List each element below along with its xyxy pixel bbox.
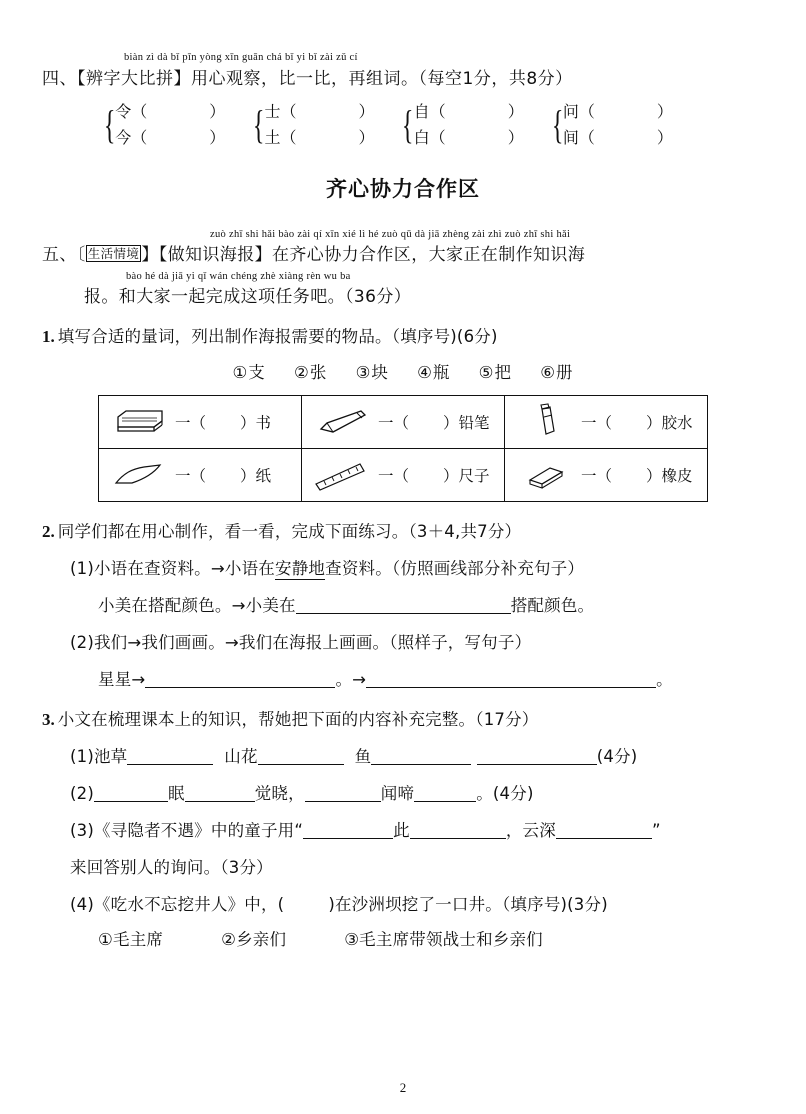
item-text-b: 查资料。（仿照画线部分补充句子） [325,559,585,578]
page-content [42,52,764,950]
eraser-icon [511,455,581,495]
item-label: (1) [70,747,94,766]
item-text: ，云深 [505,821,556,840]
answer-blank[interactable] [127,748,213,765]
answer-suffix: 搭配颜色。 [510,596,595,615]
brace-item-bottom: 今（ ） [115,128,226,147]
choice-item: ④瓶 [417,363,451,382]
item-text: 我们→我们画画。→我们在海报上画画。（照样子，写句子） [93,633,532,652]
table-cell [99,396,302,449]
table-cell [302,449,505,502]
answer-end: 。 [656,670,673,689]
brace-item-bottom: 白（ ） [413,128,524,147]
scenario-badge: 生活情境 [87,246,140,261]
section-5 [42,229,764,307]
item-text: 小语在查资料。→小语在 [93,559,276,578]
brace-item-bottom: 土（ ） [264,128,375,147]
page-number: 2 [399,1080,407,1095]
cell-text: 一（ ）尺子 [378,467,490,485]
question-3-item-4 [70,891,764,915]
question-3-number: 3. [42,710,55,729]
brace-item-top: 士（ ） [264,102,375,121]
ruler-icon [308,455,378,495]
item-text: 闻啼 [380,784,415,803]
question-3-item-3-line2: 来回答别人的询问。（3分） [70,858,273,877]
item-text: )在沙洲坝挖了一口井。（填序号)(3分) [328,895,608,914]
item-text: 山花 [224,747,258,766]
cell-text: 一（ ）橡皮 [581,467,693,485]
question-3-item-3 [70,817,764,841]
brace-icon: { [253,102,265,147]
cell-text: 一（ ）铅笔 [378,414,490,432]
answer-prefix: 星星→ [98,670,146,689]
table-cell [302,396,505,449]
question-2-text: 同学们都在用心制作，看一看，完成下面练习。（3＋4,共7分） [57,522,522,541]
answer-blank[interactable] [258,748,344,765]
option-item: ②乡亲们 [221,930,287,949]
brace-group [548,99,673,151]
item-text: 池草 [93,747,128,766]
choice-item: ③块 [355,363,389,382]
answer-blank[interactable] [371,748,471,765]
answer-blank[interactable] [303,822,393,839]
question-2-number: 2. [42,522,55,541]
question-1-choices [42,359,764,383]
answer-blank[interactable] [414,785,476,802]
wave-underlined-text: 安静地 [275,559,326,578]
answer-blank[interactable] [410,822,506,839]
brace-icon: { [402,102,414,147]
item-label: (2) [70,784,94,803]
paper-icon [105,455,175,495]
section-5-line-2: 报。和大家一起完成这项任务吧。（36分） [84,287,412,307]
cell-text: 一（ ）纸 [175,467,272,485]
section-5-pinyin-1: zuò zhī shi hǎi bào zài qí xīn xié lì hé zuò qū dà jiā zhèng zài zhì zuò zhī shi hǎi [210,229,571,240]
glue-icon [511,402,581,442]
brace-group [249,99,374,151]
answer-blank[interactable] [366,671,656,688]
question-3-item-2 [70,780,764,804]
brace-group [398,99,523,151]
section-4-brace-row [42,99,764,151]
question-1-text: 填写合适的量词，列出制作海报需要的物品。（填序号)(6分) [57,327,498,346]
item-label: (3) [70,821,94,840]
brace-icon: { [103,102,116,147]
item-score: (4分) [596,747,638,766]
answer-mid: 。→ [335,670,367,689]
question-2-item-1-answer [98,592,764,616]
item-text: 《寻隐者不遇》中的童子用“ [93,821,304,840]
option-item: ③毛主席带领战士和乡亲们 [344,930,543,949]
option-item: ①毛主席 [98,930,164,949]
choice-item: ②张 [294,363,328,382]
item-label: (2) [70,633,94,652]
choice-item: ⑤把 [478,363,512,382]
section-5-line-1: 五、〔 生活情境 】【做知识海报】在齐心协力合作区，大家正在制作知识海 [42,245,586,265]
answer-blank[interactable] [296,597,511,614]
table-row [99,396,708,449]
question-2-item-2-answer [98,666,764,690]
section-heading: 齐心协力合作区 [326,177,480,201]
section-4 [42,52,764,151]
item-text: 此 [393,821,410,840]
table-row [99,449,708,502]
brace-item-top: 令（ ） [115,102,226,121]
item-text: 鱼 [354,747,372,766]
answer-blank[interactable] [145,671,335,688]
question-3-item-4-options [98,926,764,950]
brace-item-top: 问（ ） [562,102,673,121]
answer-blank[interactable] [185,785,255,802]
item-text: 觉晓， [254,784,305,803]
item-label: (1) [70,559,94,578]
brace-icon: { [551,102,564,147]
question-1 [42,323,764,347]
item-score: 。(4分) [476,784,534,803]
question-1-table [98,395,708,502]
cell-text: 一（ ）书 [175,414,272,432]
brace-item-top: 自（ ） [413,102,524,121]
section-4-pinyin: biàn zì dà bǐ pīn yòng xīn guān chá bǐ yi bǐ zài zǔ cí [124,52,358,63]
pencil-icon [308,402,378,442]
item-text: ” [651,821,661,840]
question-3-item-1 [70,743,764,767]
question-2-item-2 [70,629,764,653]
question-3-text: 小文在梳理课本上的知识，帮她把下面的内容补充完整。（17分） [57,710,539,729]
item-text: 《吃水不忘挖井人》中，( [93,895,285,914]
book-icon [105,402,175,442]
table-cell [505,449,708,502]
answer-prefix: 小美在搭配颜色。→小美在 [98,596,296,615]
item-label: (4) [70,895,94,914]
question-2-item-1 [70,555,764,579]
table-cell [99,449,302,502]
section-4-title: 四、【辨字大比拼】用心观察，比一比，再组词。（每空1分，共8分） [42,69,573,89]
answer-blank[interactable] [94,785,168,802]
section-5-pinyin-2: bào hé dà jiā yi qǐ wán chéng zhè xiàng rèn wu ba [126,271,351,282]
table-cell [505,396,708,449]
question-1-number: 1. [42,327,55,346]
brace-group [100,99,225,151]
answer-blank[interactable] [477,748,597,765]
choice-item: ⑥册 [540,363,574,382]
question-3 [42,706,764,730]
item-text: 眠 [167,784,185,803]
choice-item: ①支 [232,363,266,382]
cell-text: 一（ ）胶水 [581,414,693,432]
brace-item-bottom: 间（ ） [562,128,673,147]
answer-blank[interactable] [556,822,652,839]
answer-blank[interactable] [305,785,381,802]
question-2 [42,518,764,542]
